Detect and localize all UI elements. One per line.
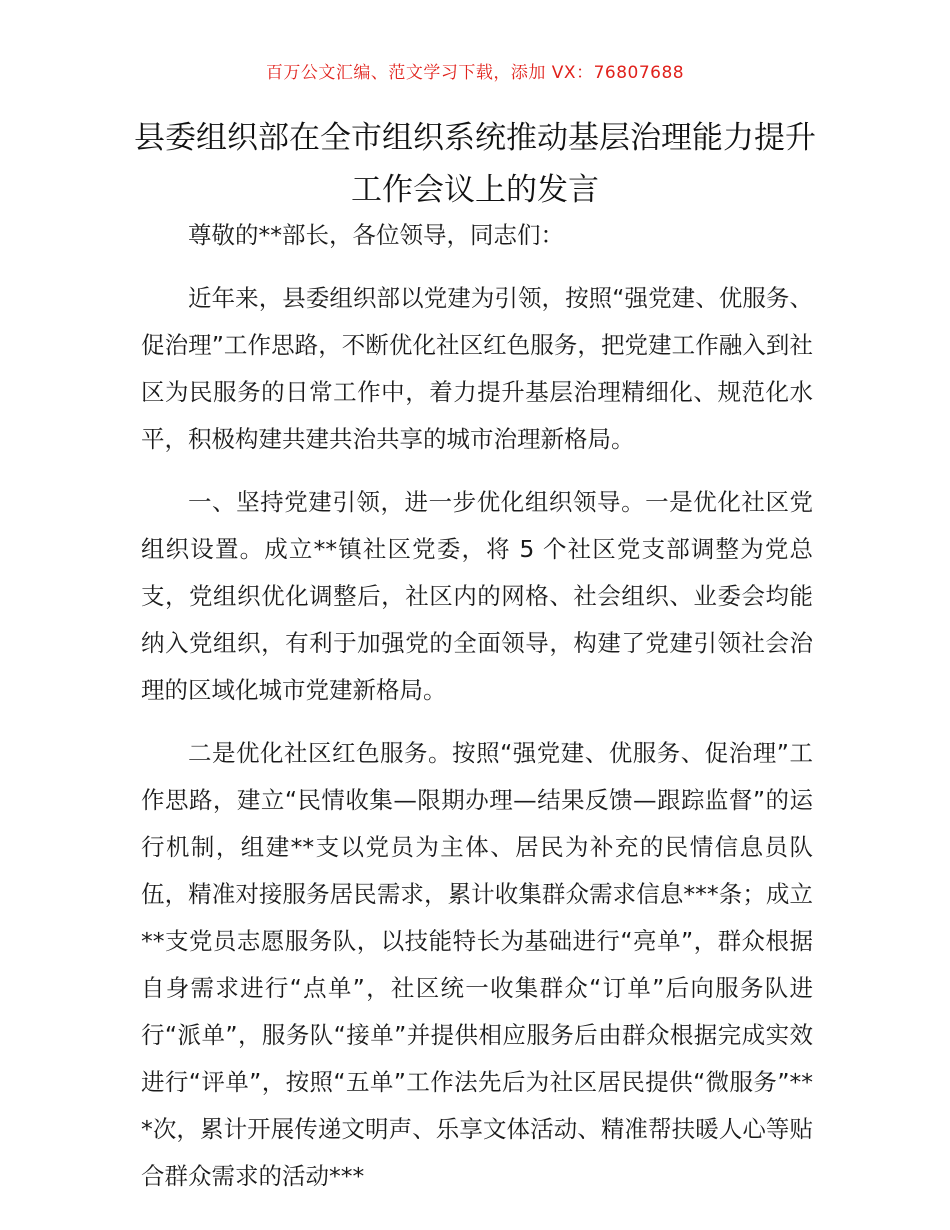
paragraph-section-one: 一、坚持党建引领，进一步优化组织领导。一是优化社区党组织设置。成立**镇社区党委，将 5 个社区党支部调整为党总支，党组织优化调整后，社区内的网格、社会组织、业委会均能纳入党组织，有利于加强党的全面领导，构建了党建引领社会治理的区域化城市党建新格局。 bbox=[141, 488, 813, 704]
salutation: 尊敬的**部长，各位领导，同志们： bbox=[188, 221, 564, 249]
paragraph-section-two: 二是优化社区红色服务。按照“强党建、优服务、促治理”工作思路，建立“民情收集—限期办理—结果反馈—跟踪监督”的运行机制，组建**支以党员为主体、居民为补充的民情信息员队伍，精准对接服务居民需求，累计收集群众需求信息***条；成立**支党员志愿服务队，以技能特长为基础进行“亮单”，群众根据自身需求进行“点单”，社区统一收集群众“订单”后向服务队进行“派单”，服务队“接单”并提供相应服务后由群众根据完成实效进行“评单”，按照“五单”工作法先后为社区居民提供“微服务”***次，累计开展传递文明声、乐享文体活动、精准帮扶暖人心等贴合群众需求的活动*** bbox=[141, 739, 813, 1190]
document-title: 县委组织部在全市组织系统推动基层治理能力提升工作会议上的发言 bbox=[134, 120, 816, 208]
paragraph-intro: 近年来，县委组织部以党建为引领，按照“强党建、优服务、促治理”工作思路，不断优化社区红色服务，把党建工作融入到社区为民服务的日常工作中，着力提升基层治理精细化、规范化水平，积极构建共建共治共享的城市治理新格局。 bbox=[141, 284, 813, 453]
header-banner: 百万公文汇编、范文学习下载，添加 VX：76807688 bbox=[265, 63, 685, 83]
document-body bbox=[141, 212, 813, 1216]
